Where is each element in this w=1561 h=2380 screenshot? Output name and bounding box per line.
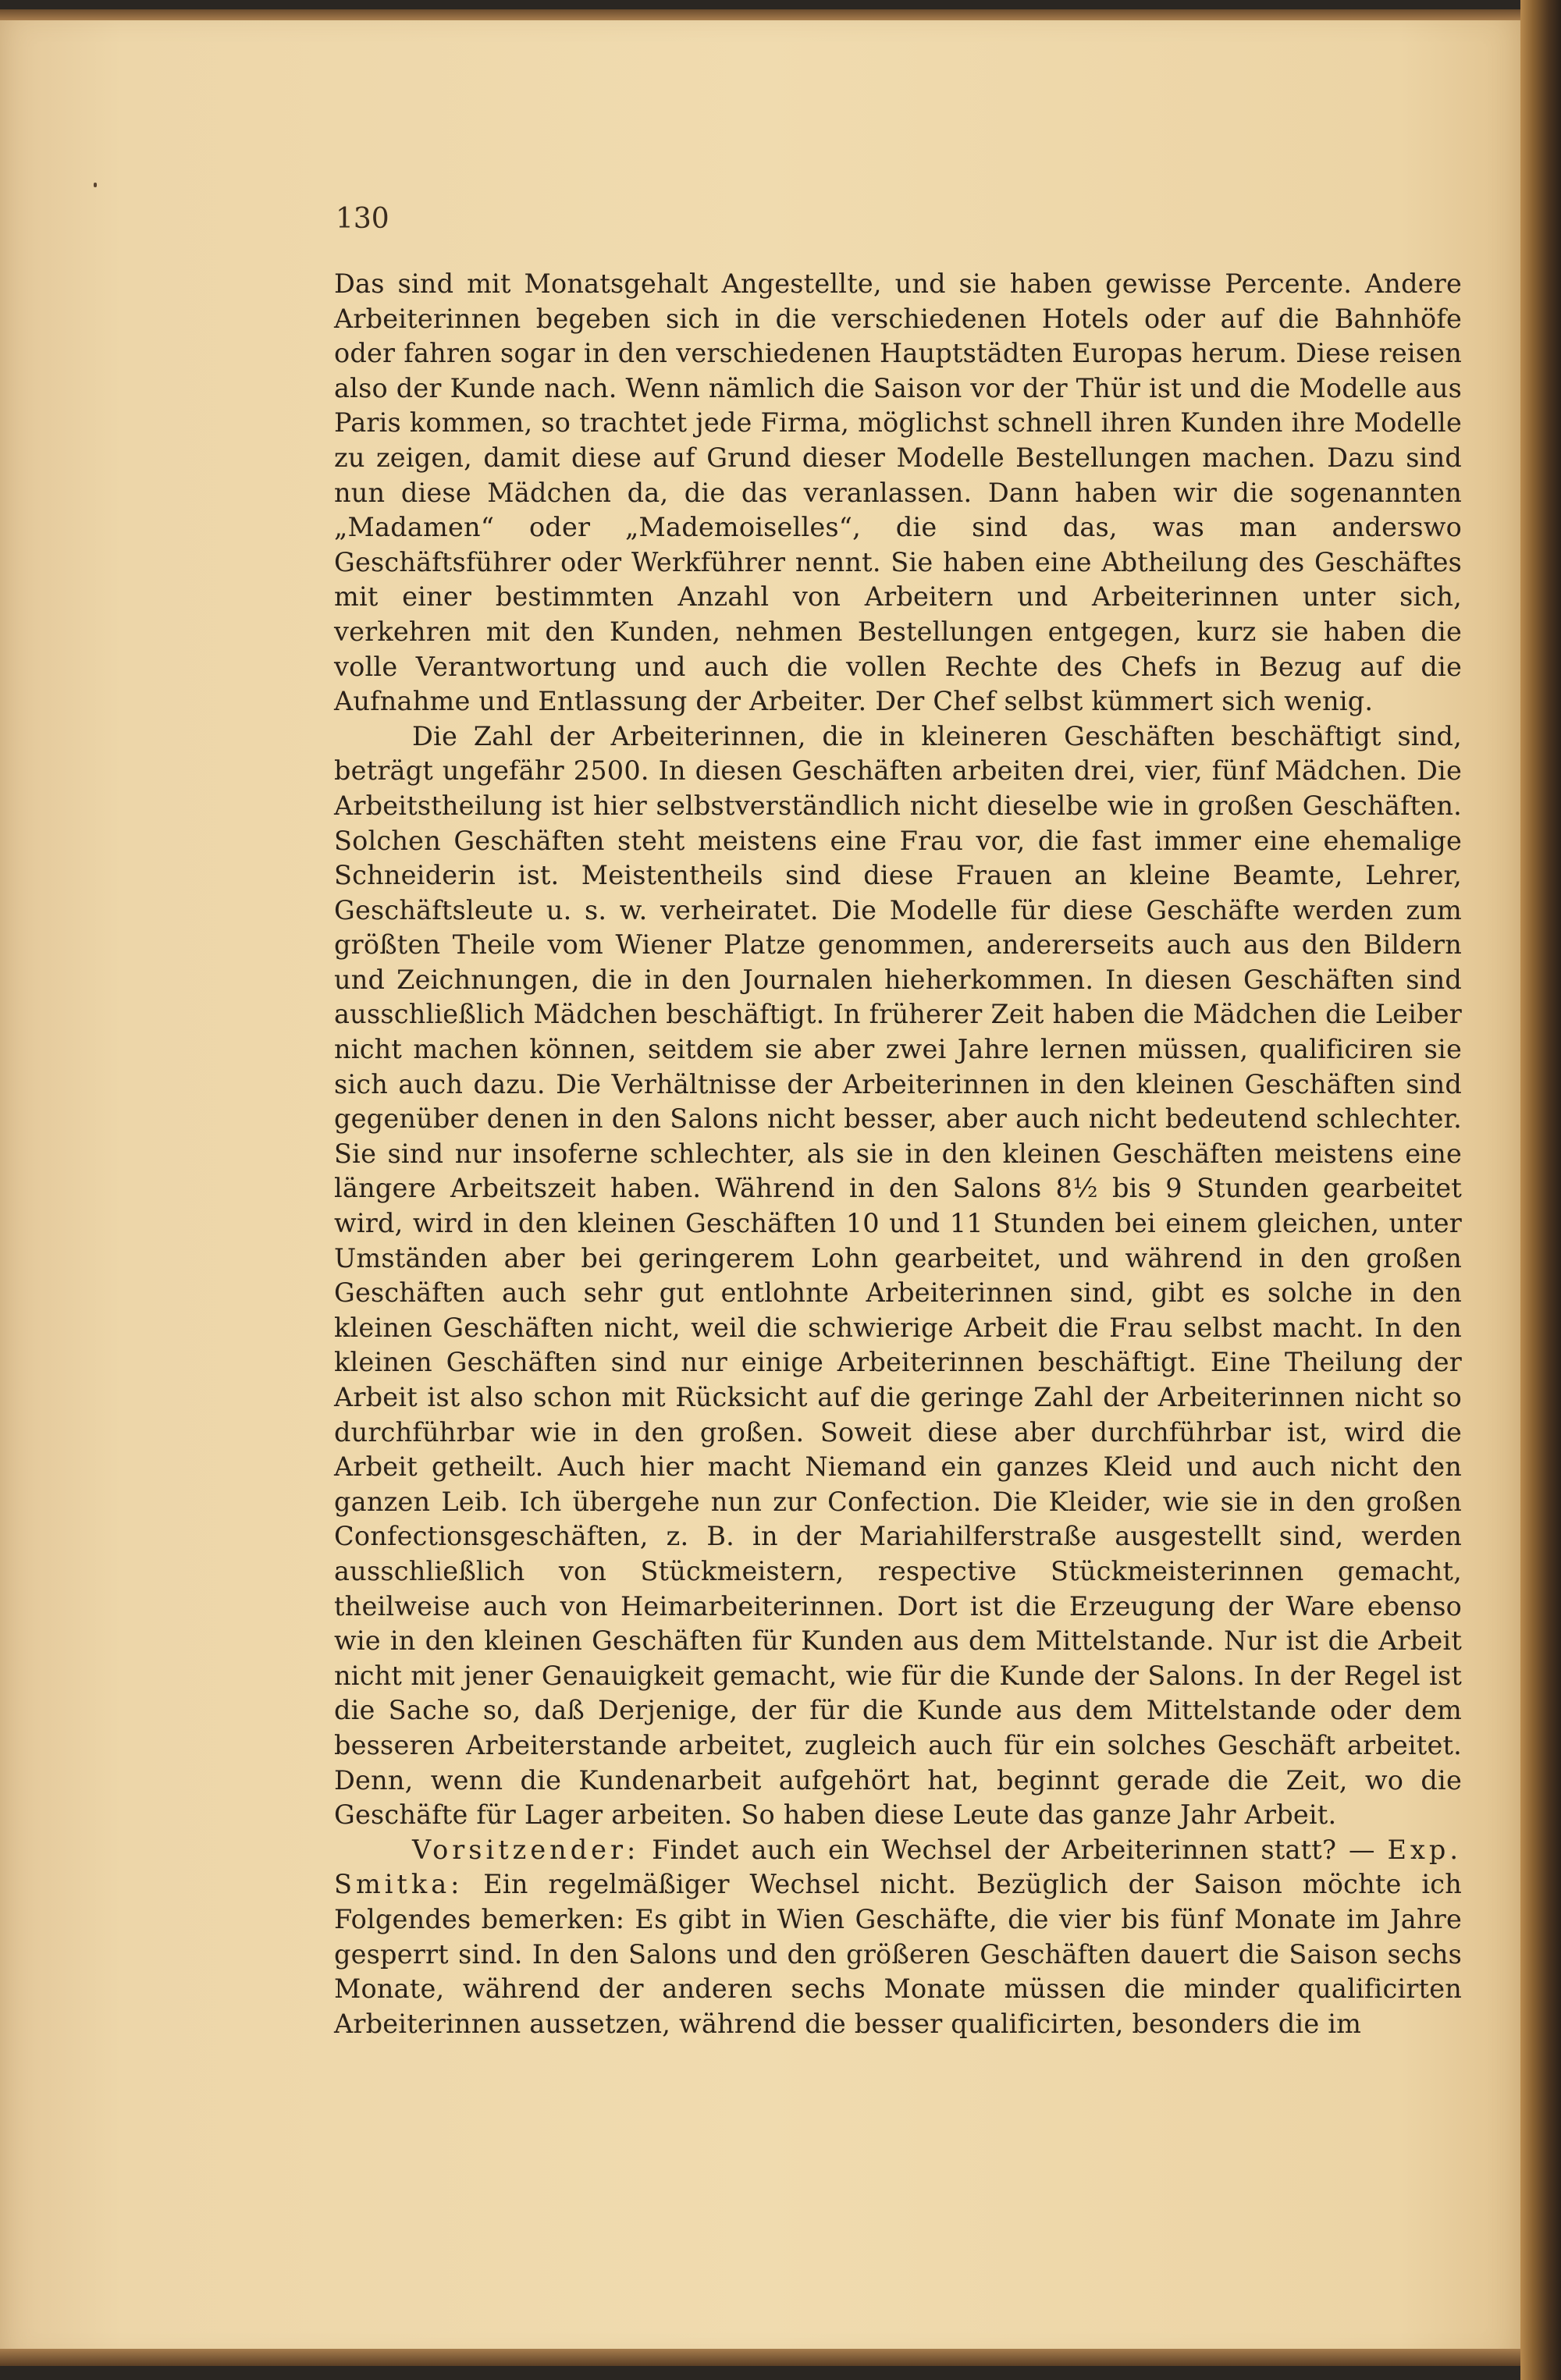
page-number: 130 [336, 203, 389, 235]
paragraph-2: Die Zahl der Arbeiterinnen, die in kleineren Geschäften beschäftigt sind, beträgt ungefähr 2500. In diesen Geschäften arbeiten drei, vier, fünf Mädchen. Die Arbeitstheilung ist hier selbstverständlich nicht dieselbe wie in großen Geschäften. Solchen Geschäften steht meistens eine Frau vor, die fast immer eine ehemalige Schneiderin ist. Meistentheils sind diese Frauen an kleine Beamte, Lehrer, Geschäftsleute u. s. w. verheiratet. Die Modelle für diese Geschäfte werden zum größten Theile vom Wiener Platze genommen, andererseits auch aus den Bildern und Zeichnungen, die in den Journalen hieherkommen. In diesen Geschäften sind ausschließlich Mädchen beschäftigt. In früherer Zeit haben die Mädchen die Leiber nicht machen können, seitdem sie aber zwei Jahre lernen müssen, qualificiren sie sich auch dazu. Die Verhältnisse der Arbeiterinnen in den kleinen Geschäften sind gegenüber denen in den Salons nicht besser, aber auch nicht bedeutend schlechter. Sie sind nur insoferne schlechter, als sie in den kleinen Geschäften meistens eine längere Arbeitszeit haben. Während in den Salons 8½ bis 9 Stunden gearbeitet wird, wird in den kleinen Geschäften 10 und 11 Stunden bei einem gleichen, unter Umständen aber bei geringerem Lohn gearbeitet, und während in den großen Geschäften auch sehr gut entlohnte Arbeiterinnen sind, gibt es solche in den kleinen Geschäften nicht, weil die schwierige Arbeit die Frau selbst macht. In den kleinen Geschäften sind nur einige Arbeiterinnen beschäftigt. Eine Theilung der Arbeit ist also schon mit Rücksicht auf die geringe Zahl der Arbeiterinnen nicht so durchführbar wie in den großen. Soweit diese aber durchführbar ist, wird die Arbeit getheilt. Auch hier macht Niemand ein ganzes Kleid und auch nicht den ganzen Leib. Ich übergehe nun zur Confection. Die Kleider, wie sie in den großen Confectionsgeschäften, z. B. in der Mariahilferstraße ausgestellt sind, werden ausschließlich von Stückmeistern, respective Stückmeisterinnen gemacht, theilweise auch von Heimarbeiterinnen. Dort ist die Erzeugung der Ware ebenso wie in den kleinen Geschäften für Kunden aus dem Mittelstande. Nur ist die Arbeit nicht mit jener Genauigkeit gemacht, wie für die Kunde der Salons. In der Regel ist die Sache so, daß Derjenige, der für die Kunde aus dem Mittelstande oder dem besseren Arbeiterstande arbeitet, zugleich auch für ein solches Geschäft arbeitet. Denn, wenn die Kundenarbeit aufgehört hat, beginnt gerade die Zeit, wo die Geschäfte für Lager arbeiten. So haben diese Leute das ganze Jahr Arbeit. [334, 720, 1462, 1831]
speaker-expert-text: Ein regelmäßiger Wechsel nicht. Bezüglich der Saison möchte ich Folgendes bemerken: Es gibt in Wien Geschäfte, die vier bis fünf Monate im Jahre gesperrt sind. In den Salons und den größeren Geschäften dauert die Saison sechs Monate, während der anderen sechs Monate müssen die minder qualificirten Arbeiterinnen aussetzen, während die besser qualificirten, besonders die im [334, 1869, 1462, 2039]
paragraph-1: Das sind mit Monatsgehalt Angestellte, und sie haben gewisse Percente. Andere Arbeiterinnen begeben sich in die verschiedenen Hotels oder auf die Bahnhöfe oder fahren sogar in den verschiedenen Hauptstädten Europas herum. Diese reisen also der Kunde nach. Wenn nämlich die Saison vor der Thür ist und die Modelle aus Paris kommen, so trachtet jede Firma, möglichst schnell ihren Kunden ihre Modelle zu zeigen, damit diese auf Grund dieser Modelle Bestellungen machen. Dazu sind nun diese Mädchen da, die das veranlassen. Dann haben wir die sogenannten „Madamen“ oder „Mademoiselles“, die sind das, was man anderswo Geschäftsführer oder Werkführer nennt. Sie haben eine Abtheilung des Geschäftes mit einer bestimmten Anzahl von Arbeitern und Arbeiterinnen unter sich, verkehren mit den Kunden, nehmen Bestellungen entgegen, kurz sie haben die volle Verantwortung und auch die vollen Rechte des Chefs in Bezug auf die Aufnahme und Entlassung der Arbeiter. Der Chef selbst kümmert sich wenig. [334, 268, 1462, 717]
book-spine-edge [1520, 0, 1561, 2380]
page-top-edge [0, 9, 1520, 20]
book-page [0, 9, 1520, 2366]
body-text [334, 267, 1462, 2041]
speaker-expert: Exp. Smitka: [334, 1834, 1462, 1900]
paragraph-3 [334, 1833, 1462, 2042]
page-bottom-edge [0, 2349, 1520, 2366]
speaker-chair-text: Findet auch ein Wechsel der Arbeiterinnen statt? — [639, 1834, 1388, 1865]
ink-speck [94, 183, 97, 187]
speaker-chair: Vorsitzender: [412, 1834, 640, 1865]
